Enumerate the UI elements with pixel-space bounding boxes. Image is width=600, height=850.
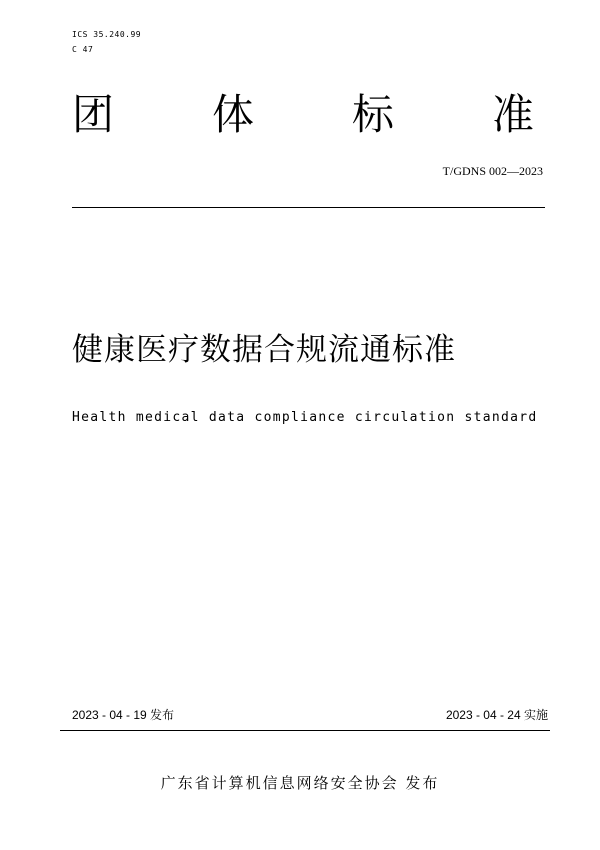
doc-type-char: 团 (72, 90, 115, 139)
standard-number: T/GDNS 002—2023 (442, 164, 543, 178)
ccs-code: C 47 (72, 45, 94, 54)
title-chinese: 健康医疗数据合规流通标准 (72, 332, 456, 368)
title-english: Health medical data compliance circulation standard (72, 410, 538, 425)
doc-type-char: 体 (211, 90, 254, 139)
implementation-date: 2023 - 04 - 24 实施 (445, 708, 548, 722)
bottom-divider (60, 730, 550, 731)
ics-code: ICS 35.240.99 (72, 30, 142, 39)
doc-type-char: 标 (351, 90, 394, 139)
top-divider (72, 207, 545, 208)
issue-date: 2023 - 04 - 19 发布 (72, 708, 175, 722)
doc-type-char: 准 (491, 90, 534, 139)
document-type-heading (72, 92, 534, 138)
publisher: 广东省计算机信息网络安全协会 发布 (160, 774, 440, 792)
